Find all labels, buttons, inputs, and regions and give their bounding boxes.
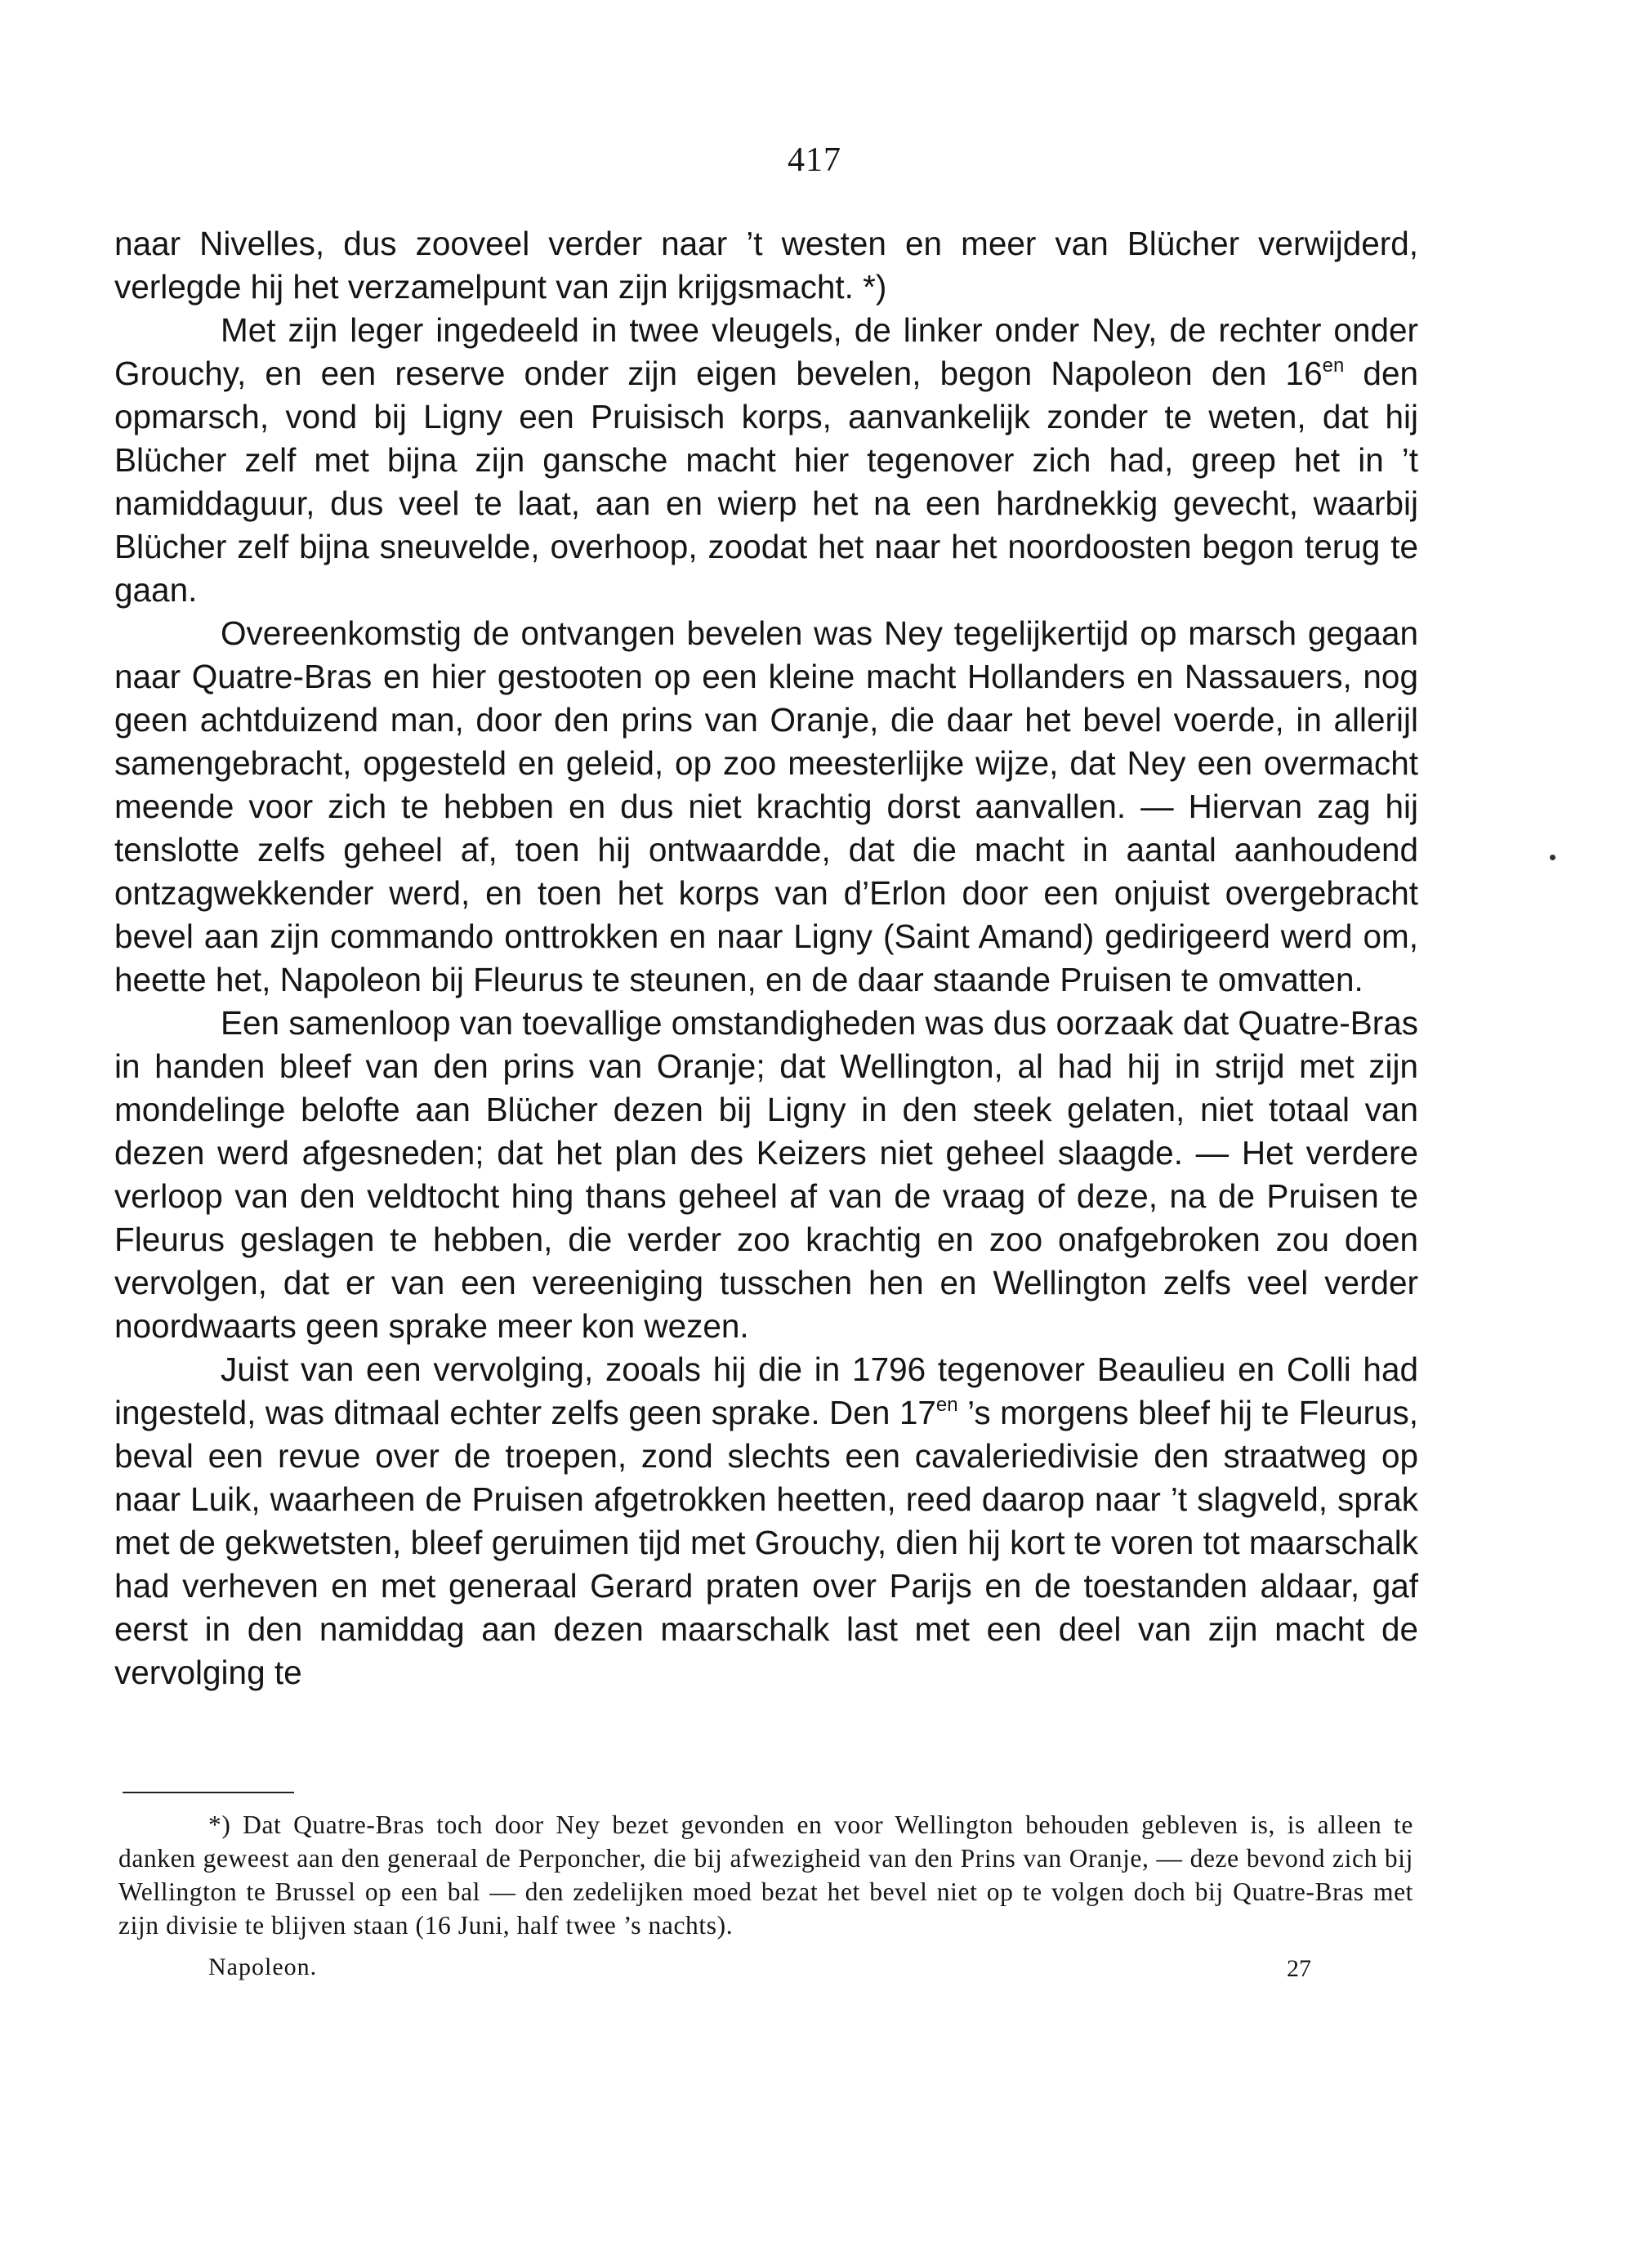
paragraph-text: Juist van een vervolging, zooals hij die in 1796 tegenover Beaulieu en Colli had ingesteld, was ditmaal echter zelfs geen sprake. Den 17 [114, 1351, 1418, 1431]
margin-mark [1550, 855, 1555, 860]
paragraph-text: ’s morgens bleef hij te Fleurus, beval een revue over de troepen, zond slechts een cavaleriedivisie den straatweg op naar Luik, waarheen de Pruisen afgetrokken heetten, reed daarop naar ’t slagveld, sprak met de gekwetsten, bleef geruimen tijd met Grouchy, dien hij kort te voren tot maarschalk had verheven en met generaal Gerard praten over Parijs en de toestanden aldaar, gaf eerst in den namiddag aan dezen maarschalk last met een deel van zijn macht de vervolging te [114, 1394, 1418, 1691]
superscript: en [935, 1394, 958, 1416]
superscript: en [1322, 355, 1345, 377]
page-number: 417 [788, 141, 841, 179]
paragraph-text: den opmarsch, vond bij Ligny een Pruisisch korps, aanvankelijk zonder te weten, dat hij Blücher zelf met bijna zijn gansche macht hier tegenover zich had, greep het in ’t namiddaguur, dus veel te laat, aan en wierp het na een hardnekkig gevecht, waarbij Blücher zelf bijna sneuvelde, overhoop, zoodat het naar het noordoosten begon terug te gaan. [114, 355, 1418, 609]
footnote-divider [123, 1792, 294, 1793]
paragraph: Overeenkomstig de ontvangen bevelen was Ney tegelijkertijd op marsch gegaan naar Quatre-Bras en hier gestooten op een kleine macht Hollanders en Nassauers, nog geen achtduizend man, door den prins van Oranje, die daar het bevel voerde, in allerijl samengebracht, opgesteld en geleid, op zoo meesterlijke wijze, dat Ney een overmacht meende voor zich te hebben en dus niet krachtig dorst aanvallen. — Hiervan zag hij tenslotte zelfs geheel af, toen hij ontwaardde, dat die macht in aantal aanhoudend ontzagwekkender werd, en toen het korps van d’Erlon door een onjuist overgebracht bevel aan zijn commando onttrokken en naar Ligny (Saint Amand) gedirigeerd werd om, heette het, Napoleon bij Fleurus te steunen, en de daar staande Pruisen te omvatten. [114, 614, 1418, 998]
paragraph [114, 1348, 1418, 1694]
paragraph: naar Nivelles, dus zooveel verder naar ’t westen en meer van Blücher verwijderd, verlegde hij het verzamelpunt van zijn krijgsmacht. *) [114, 225, 1418, 306]
signature-number: 27 [1287, 1955, 1311, 1982]
paragraph-text: Met zijn leger ingedeeld in twee vleugels, de linker onder Ney, de rechter onder Grouchy, en een reserve onder zijn eigen bevelen, begon Napoleon den 16 [114, 311, 1418, 392]
signature-title: Napoleon. [208, 1953, 318, 1980]
paragraph [114, 309, 1418, 612]
paragraph: Een samenloop van toevallige omstandigheden was dus oorzaak dat Quatre-Bras in handen bleef van den prins van Oranje; dat Wellington, al had hij in strijd met zijn mondelinge belofte aan Blücher dezen bij Ligny in den steek gelaten, niet totaal van dezen werd afgesneden; dat het plan des Keizers niet geheel slaagde. — Het verdere verloop van den veldtocht hing thans geheel af van de vraag of deze, na de Pruisen te Fleurus geslagen te hebben, die verder zoo krachtig en zoo onafgebroken zou doen vervolgen, dat er van een vereeniging tusschen hen en Wellington zelfs veel verder noordwaarts geen sprake meer kon wezen. [114, 1004, 1418, 1345]
body-text [114, 222, 1418, 1694]
footnote: *) Dat Quatre-Bras toch door Ney bezet gevonden en voor Wellington behouden gebleven is, is alleen te danken geweest aan den generaal de Perponcher, die bij afwezigheid van den Prins van Oranje, — deze bevond zich bij Wellington te Brussel op een bal — den zedelijken moed bezat het bevel niet op te volgen doch bij Quatre-Bras met zijn divisie te blijven staan (16 Juni, half twee ’s nachts). [118, 1810, 1413, 1940]
